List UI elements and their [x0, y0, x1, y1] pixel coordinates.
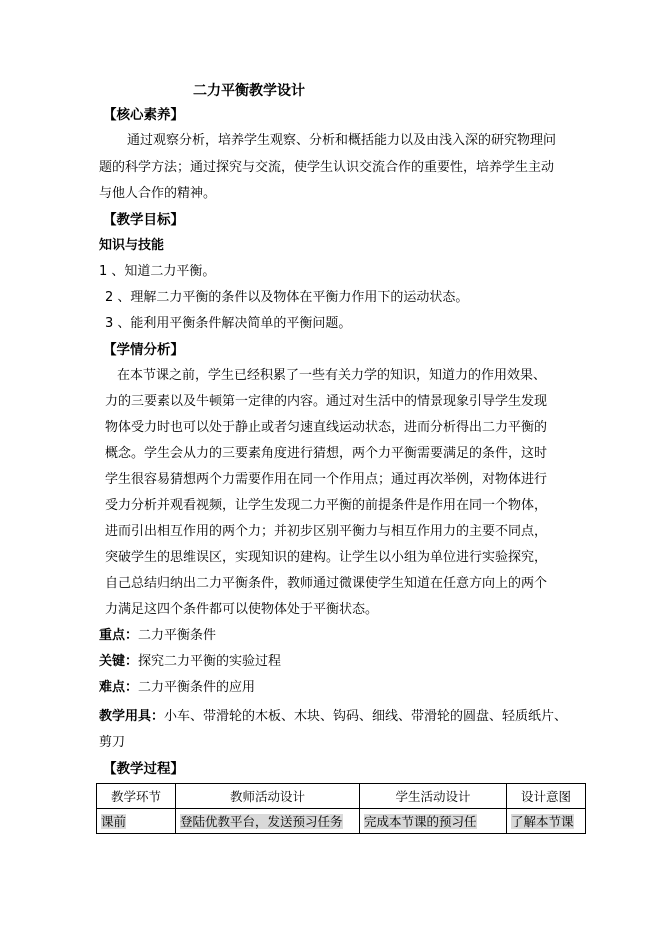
table-cell	[507, 809, 586, 834]
objective-item: 1 、知道二力平衡。	[99, 264, 216, 279]
core-literacy-line: 题的科学方法；通过探究与交流，使学生认识交流合作的重要性，培养学生主动	[99, 160, 555, 175]
analysis-line: 学生很容易猜想两个力需要作用在同一个作用点；通过再次举例，对物体进行	[105, 472, 548, 487]
analysis-line: 受力分析并观看视频，让学生发现二力平衡的前提条件是作用在同一个物体，	[105, 498, 548, 513]
objectives-heading: 【教学目标】	[103, 212, 184, 228]
crux-text: 探究二力平衡的实验过程	[138, 654, 282, 669]
table-cell	[176, 809, 360, 834]
analysis-line: 概念。学生会从力的三要素角度进行猜想，两个力平衡需要满足的条件，这时	[105, 446, 548, 461]
difficulty-label: 难点：	[99, 680, 139, 695]
tools-text-continued: 剪刀	[99, 735, 126, 750]
analysis-line: 力的三要素以及牛顿第一定律的内容。通过对生活中的情景现象引导学生发现	[105, 394, 548, 409]
objective-item: 3 、能利用平衡条件解决简单的平衡问题。	[105, 316, 352, 331]
analysis-line: 突破学生的思维误区，实现知识的建构。让学生以小组为单位进行实验探究，	[105, 550, 548, 565]
analysis-line: 进而引出相互作用的两个力；并初步区别平衡力与相互作用力的主要不同点，	[105, 524, 548, 539]
analysis-line: 自己总结归纳出二力平衡条件，教师通过微课使学生知道在任意方向上的两个	[105, 576, 548, 591]
crux-row	[99, 653, 281, 671]
table-row	[97, 809, 586, 834]
analysis-line: 力满足这四个条件都可以使物体处于平衡状态。	[105, 602, 379, 617]
difficulty-row	[99, 679, 255, 697]
tools-row	[99, 708, 567, 726]
key-point-label: 重点：	[99, 628, 139, 643]
table-cell-text: 了解本节课	[511, 814, 574, 829]
process-heading: 【教学过程】	[103, 761, 184, 777]
objective-item: 2 、理解二力平衡的条件以及物体在平衡力作用下的运动状态。	[105, 290, 469, 305]
core-literacy-heading: 【核心素养】	[103, 107, 184, 123]
table-cell	[97, 809, 176, 834]
analysis-heading: 【学情分析】	[103, 342, 184, 358]
analysis-line: 在本节课之前，学生已经积累了一些有关力学的知识，知道力的作用效果、	[117, 368, 547, 383]
table-header-cell: 教师活动设计	[176, 784, 360, 809]
table-cell	[360, 809, 507, 834]
key-point-row	[99, 627, 216, 645]
key-point-text: 二力平衡条件	[138, 628, 217, 643]
table-header-row	[97, 784, 586, 809]
table-cell-text: 登陆优教平台，发送预习任务	[180, 814, 343, 829]
analysis-line: 物体受力时也可以处于静止或者匀速直线运动状态，进而分析得出二力平衡的	[105, 420, 548, 435]
core-literacy-line: 通过观察分析，培养学生观察、分析和概括能力以及由浅入深的研究物理问	[127, 133, 557, 148]
difficulty-text: 二力平衡条件的应用	[138, 680, 256, 695]
table-header-cell: 学生活动设计	[360, 784, 507, 809]
table-header-cell: 教学环节	[97, 784, 176, 809]
tools-label: 教学用具：	[99, 709, 165, 724]
crux-label: 关键：	[99, 654, 139, 669]
table-header-cell: 设计意图	[507, 784, 586, 809]
core-literacy-line: 与他人合作的精神。	[99, 186, 217, 201]
process-table	[96, 783, 586, 834]
objectives-subheading: 知识与技能	[99, 238, 165, 253]
table-cell-text: 完成本节课的预习任	[364, 814, 477, 829]
tools-text: 小车、带滑轮的木板、木块、钩码、细线、带滑轮的圆盘、轻质纸片、	[164, 709, 568, 724]
table-cell-text: 课前	[101, 814, 127, 829]
document-title: 二力平衡教学设计	[193, 83, 305, 99]
